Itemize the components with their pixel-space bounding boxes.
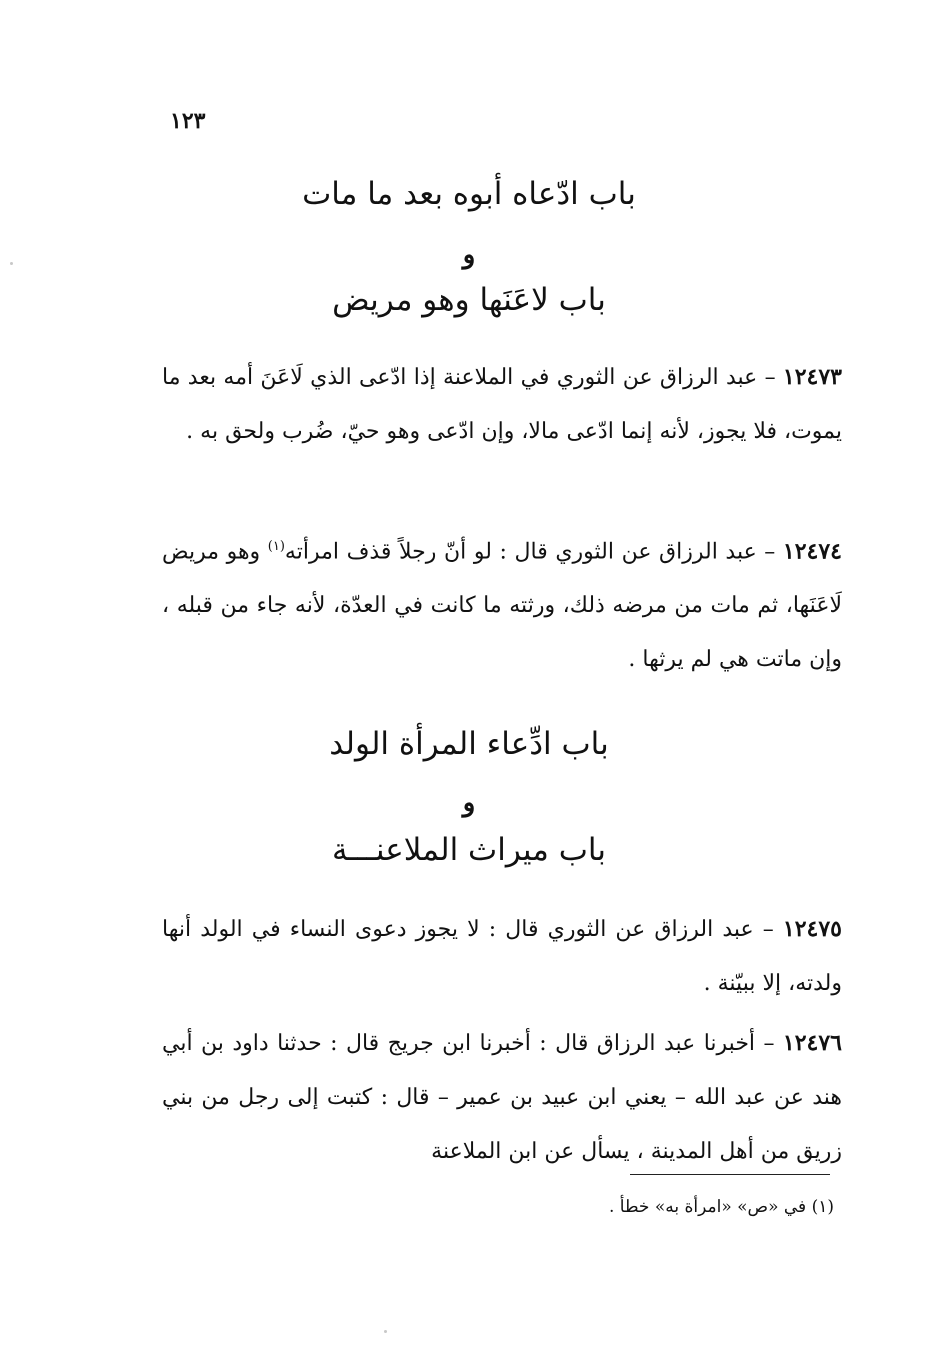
entry-number: ١٢٤٧٥ <box>782 916 842 942</box>
entry-12475 <box>162 902 842 1011</box>
section-2-heading-1: باب ادِّعاء المرأة الولد <box>329 726 609 762</box>
scan-speck <box>384 1330 387 1333</box>
footnote: (١) في «ص» «امرأة به» خطأ . <box>608 1197 834 1217</box>
section-2-heading-2: باب ميراث الملاعنـــة <box>331 832 607 868</box>
scan-speck <box>10 262 13 265</box>
entry-text: – عبد الرزاق عن الثوري قال : لو أنّ رجلاً قذف امرأته <box>284 539 783 565</box>
footnote-marker: (١) <box>267 539 285 554</box>
entry-text: – أخبرنا عبد الرزاق قال : أخبرنا ابن جريج قال : حدثنا داود بن أبي هند عن عبد الله – يعني ابن عبيد بن عمير – قال : كتبت إلى رجل من بني زريق من أهل المدينة ، يسأل عن ابن الملاعنة <box>162 1031 842 1164</box>
section-2-conjunction: و <box>462 788 476 818</box>
section-1-conjunction: و <box>462 240 476 270</box>
entry-number: ١٢٤٧٦ <box>782 1030 842 1056</box>
entry-12474 <box>162 520 842 687</box>
entry-number: ١٢٤٧٣ <box>782 364 842 390</box>
page-number: ١٢٣ <box>170 108 206 134</box>
entry-12473 <box>162 350 842 459</box>
entry-text-continued: وهو مريض لَاعَنَها، ثم مات من مرضه ذلك، ورثته ما كانت في العدّة، لأنه جاء من قبله ، وإن ماتت هي لم يرثها . <box>162 539 842 673</box>
footnote-divider <box>630 1174 830 1175</box>
entry-12476 <box>162 1016 842 1179</box>
entry-text: – عبد الرزاق عن الثوري في الملاعنة إذا ادّعى الذي لَاعَنَ أمه بعد ما يموت، فلا يجوز، لأنه إنما ادّعى مالا، وإن ادّعى وهو حيّ، ضُرب ولحق به . <box>162 365 842 444</box>
entry-text: – عبد الرزاق عن الثوري قال : لا يجوز دعوى النساء في الولد أنها ولدته، إلا ببيّنة . <box>162 917 842 996</box>
entry-number: ١٢٤٧٤ <box>782 538 842 565</box>
section-1-heading-2: باب لاعَنَها وهو مريض <box>332 282 606 318</box>
section-1-heading-1: باب ادّعاه أبوه بعد ما مات <box>302 176 636 212</box>
